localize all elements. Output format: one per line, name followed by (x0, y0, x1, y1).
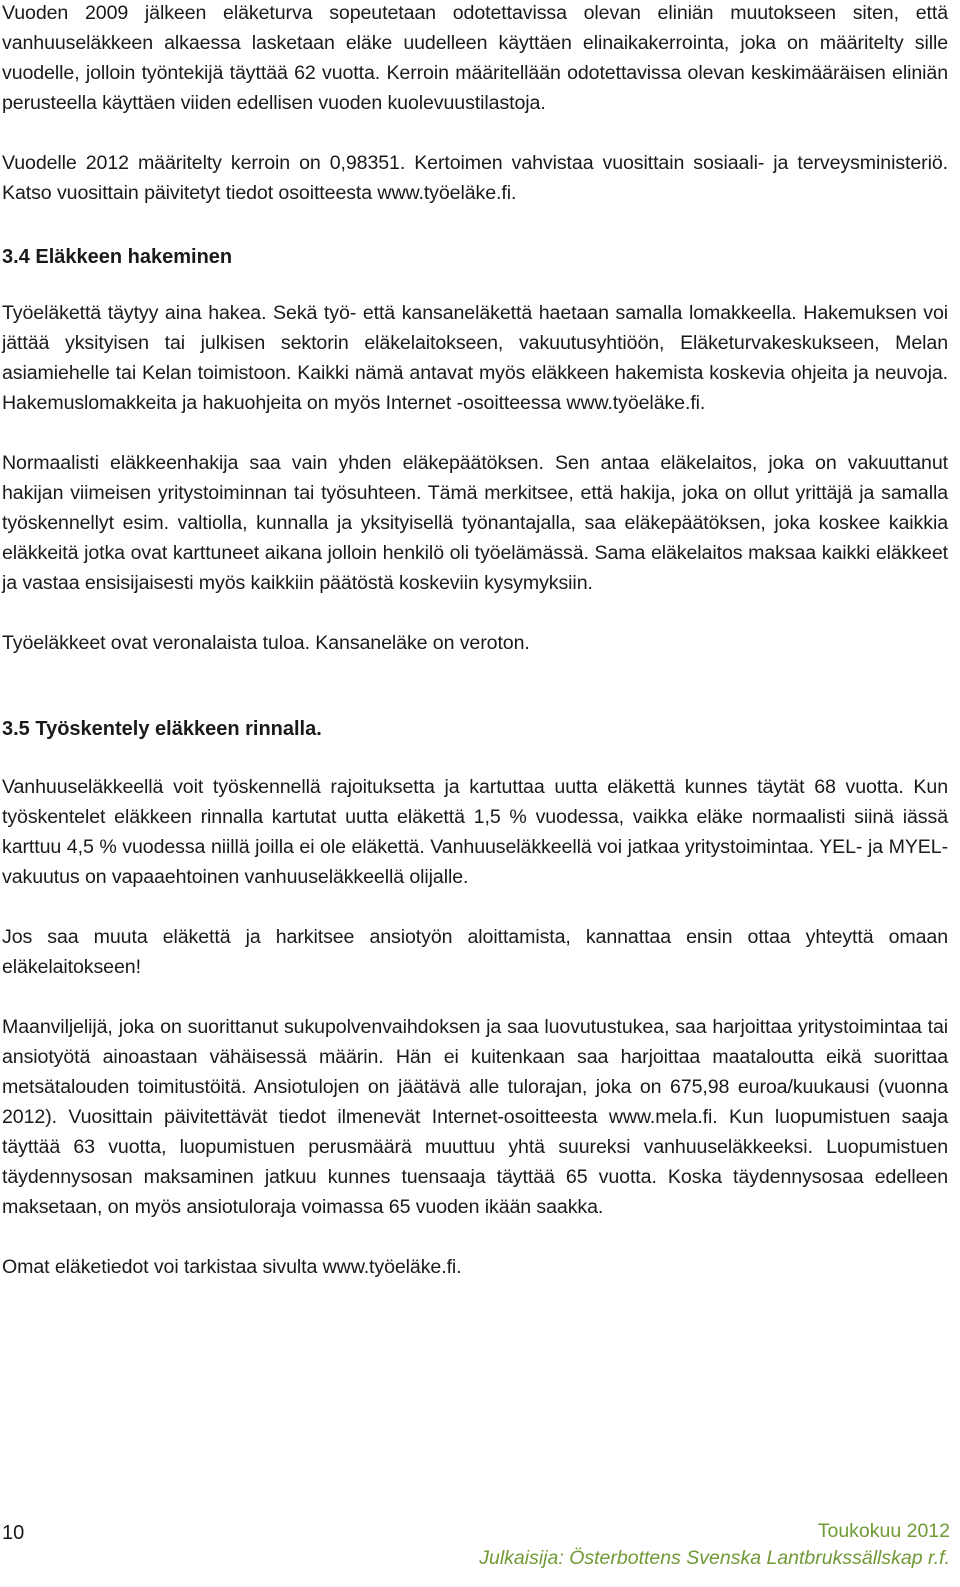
paragraph-farmer: Maanviljelijä, joka on suorittanut sukupolvenvaihdoksen ja saa luovutustukea, saa harjoittaa yritystoimintaa tai ansiotyötä ainoastaan vähäisessä määrin. Hän ei kuitenkaan saa harjoittaa maataloutta eikä suorittaa metsätalouden toimitustöitä. Ansiotulojen on jäätävä alle tulorajan, joka on 675,98 euroa/kuukausi (vuonna 2012). Vuosittain päivitettävät tiedot ilmenevät Internet-osoitteesta www.mela.fi. Kun luopumistuen saaja täyttää 63 vuotta, luopumistuen perusmäärä muuttuu yhtä suureksi vanhuuseläkkeeksi. Luopumistuen täydennysosan maksaminen jatkuu kunnes tuensaaja täyttää 65 vuotta. Koska täydennysosaa edelleen maksetaan, on myös ansiotuloraja voimassa 65 vuoden ikään saakka. (2, 1016, 948, 1218)
footer-publication-info (479, 1518, 950, 1572)
paragraph-life-expectancy: Vuoden 2009 jälkeen eläketurva sopeutetaan odotettavissa olevan eliniän muutokseen siten, että vanhuuseläkkeen alkaessa lasketaan eläke uudelleen käyttäen elinaikakerrointa, joka on määritelty sille vuodelle, jolloin työntekijä täyttää 62 vuotta. Kerroin määritellään odotettavissa olevan keskimääräisen eliniän perusteella käyttäen viiden edellisen vuoden kuolevuustilastoja. (2, 2, 948, 114)
publisher-line: Julkaisija: Österbottens Svenska Lantbrukssällskap r.f. (479, 1547, 950, 1569)
paragraph-own-pension-info: Omat eläketiedot voi tarkistaa sivulta www.työeläke.fi. (2, 1256, 462, 1278)
paragraph-taxation: Työeläkkeet ovat veronalaista tuloa. Kansaneläke on veroton. (2, 632, 530, 654)
page-number: 10 (2, 1522, 25, 1544)
paragraph-working-on-pension: Vanhuuseläkkeellä voit työskennellä rajoituksetta ja kartuttaa uutta eläkettä kunnes täytät 68 vuotta. Kun työskentelet eläkkeen rinnalla kartutat uutta eläkettä 1,5 % vuodessa, vaikka eläke normaalisti siinä iässä karttuu 4,5 % vuodessa niillä joilla ei ole eläkettä. Vanhuuseläkkeellä voi jatkaa yritystoimintaa. YEL- ja MYEL-vakuutus on vapaaehtoinen vanhuuseläkkeellä olijalle. (2, 776, 948, 888)
section-heading-3-5: 3.5 Työskentely eläkkeen rinnalla. (2, 718, 322, 740)
publication-date: Toukokuu 2012 (817, 1520, 950, 1542)
document-page (2, 0, 948, 1282)
paragraph-decision: Normaalisti eläkkeenhakija saa vain yhden eläkepäätöksen. Sen antaa eläkelaitos, joka on vakuuttanut hakijan viimeisen yritystoiminnan tai työsuhteen. Tämä merkitsee, että hakija, joka on ollut yrittäjä ja samalla työskennellyt esim. valtiolla, kunnalla ja yksityisellä työnantajalla, saa eläkepäätöksen, joka koskee kaikkia eläkkeitä jotka ovat karttuneet aikana jolloin henkilö oli työelämässä. Sama eläkelaitos maksaa kaikki eläkkeet ja vastaa ensisijaisesti myös kaikkiin päätöstä koskeviin kysymyksiin. (2, 452, 948, 594)
section-heading-3-4: 3.4 Eläkkeen hakeminen (2, 246, 233, 268)
paragraph-coefficient: Vuodelle 2012 määritelty kerroin on 0,98351. Kertoimen vahvistaa vuosittain sosiaali- ja terveysministeriö. Katso vuosittain päivitetyt tiedot osoitteesta www.työeläke.fi. (2, 152, 948, 204)
paragraph-applying: Työeläkettä täytyy aina hakea. Sekä työ- että kansaneläkettä haetaan samalla lomakkeella. Hakemuksen voi jättää yksityisen tai julkisen sektorin eläkelaitokseen, vakuutusyhtiöön, Eläketurvakeskukseen, Melan asiamiehelle tai Kelan toimistoon. Kaikki nämä antavat myös eläkkeen hakemista koskevia ohjeita ja neuvoja. Hakemuslomakkeita ja hakuohjeita on myös Internet -osoitteessa www.työeläke.fi. (2, 302, 948, 414)
paragraph-contact-institution: Jos saa muuta eläkettä ja harkitsee ansiotyön aloittamista, kannattaa ensin ottaa yhteyttä omaan eläkelaitokseen! (2, 926, 948, 978)
